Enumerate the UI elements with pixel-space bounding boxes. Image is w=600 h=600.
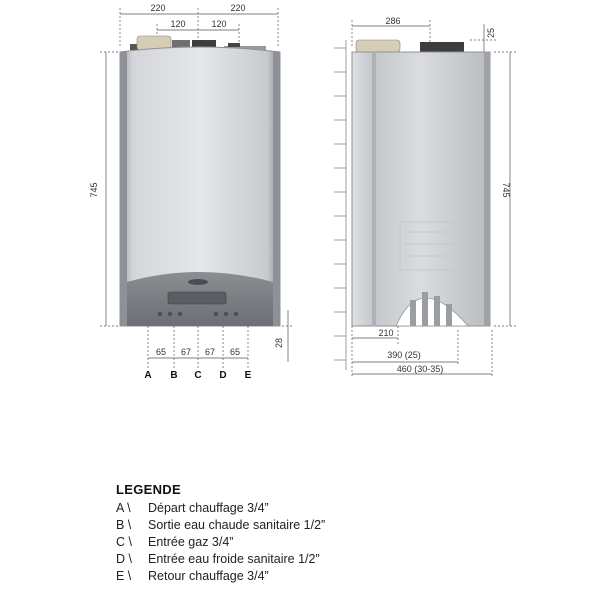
spacing-dim-bc: 67 xyxy=(180,347,192,357)
display-screen xyxy=(168,292,226,304)
legend-title: LEGENDE xyxy=(116,482,181,497)
legend-item-b xyxy=(116,517,516,534)
side-casing-seam xyxy=(372,52,376,326)
port-label-e: E xyxy=(244,370,252,381)
legend-text-a: Départ chauffage 3/4” xyxy=(148,501,269,515)
spacing-dim-de: 65 xyxy=(229,347,241,357)
side-casing-edge xyxy=(484,52,490,326)
front-view xyxy=(89,3,294,381)
front-bottom-offset-label: 28 xyxy=(274,337,284,349)
port-label-a: A xyxy=(144,370,152,381)
port-label-c: C xyxy=(194,370,202,381)
legend-text-b: Sortie eau chaude sanitaire 1/2” xyxy=(148,518,326,532)
legend-item-c xyxy=(116,534,516,551)
wall-hatch xyxy=(334,40,346,370)
legend-key-d: D \ xyxy=(116,552,132,566)
legend-key-c: C \ xyxy=(116,535,132,549)
front-bottom-offset-dimension xyxy=(282,310,294,362)
front-inner-dim-left: 120 xyxy=(170,19,186,29)
side-top-offset-label: 25 xyxy=(486,27,496,39)
front-height-dimension xyxy=(100,52,120,326)
spacing-dim-cd: 67 xyxy=(204,347,216,357)
front-top-dim-left: 220 xyxy=(150,3,166,13)
brand-logo xyxy=(188,279,208,285)
front-top-dim-right: 220 xyxy=(230,3,246,13)
front-casing-right-edge xyxy=(273,52,280,326)
legend-item-a xyxy=(116,500,516,517)
legend-key-e: E \ xyxy=(116,569,132,583)
front-inner-dim-right: 120 xyxy=(211,19,227,29)
front-height-dim-label: 745 xyxy=(89,182,99,198)
spacing-dim-ab: 65 xyxy=(155,347,167,357)
side-top-connector-2 xyxy=(420,42,464,52)
legend-key-a: A \ xyxy=(116,501,131,515)
side-top-depth-label: 286 xyxy=(385,16,401,26)
legend-key-b: B \ xyxy=(116,518,132,532)
legend-text-c: Entrée gaz 3/4” xyxy=(148,535,234,549)
side-depth-dim-1-label: 390 (25) xyxy=(387,350,421,360)
front-casing-left-edge xyxy=(120,52,127,326)
legend-text-e: Retour chauffage 3/4” xyxy=(148,569,269,583)
legend xyxy=(116,482,516,585)
side-top-connector-1 xyxy=(356,40,400,52)
side-bottom-depth-label: 210 xyxy=(378,328,394,338)
legend-item-d xyxy=(116,551,516,568)
side-depth-dim-2-label: 460 (30-35) xyxy=(396,364,444,374)
legend-item-e xyxy=(116,568,516,585)
legend-text-d: Entrée eau froide sanitaire 1/2” xyxy=(148,552,320,566)
side-view xyxy=(334,16,516,378)
port-label-d: D xyxy=(219,370,227,381)
port-label-b: B xyxy=(170,370,178,381)
side-height-dim-label: 745 xyxy=(501,182,511,198)
